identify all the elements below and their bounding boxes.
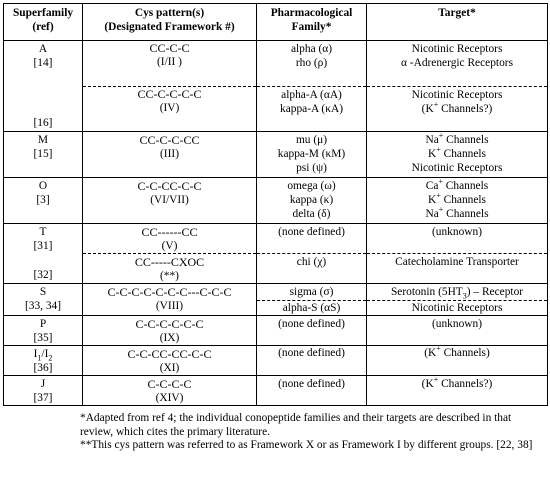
cell-superfamily [4, 41, 83, 87]
superfamily-ref: [15] [33, 148, 53, 160]
cell-superfamily [4, 316, 83, 346]
cell-family [257, 346, 367, 376]
cell-superfamily [4, 376, 83, 406]
framework: (XI) [159, 362, 180, 374]
cys-pattern: C-C-CC-C-C [137, 179, 202, 193]
target-name: (K+ Channels?) [421, 100, 493, 115]
superfamily-ref: [32] [33, 269, 53, 281]
cell-cys [83, 376, 257, 406]
family-name: rho (ρ) [295, 57, 328, 69]
header-text: Family* [291, 21, 332, 33]
superfamily-label: $I_1/I_2$ [33, 348, 53, 363]
target-subcell [367, 284, 547, 300]
superfamily-ref: [37] [33, 392, 53, 404]
cell-family [257, 316, 367, 346]
header-text: Pharmacological [270, 7, 353, 19]
header-pharmacological-family [257, 4, 367, 41]
framework: (IX) [159, 332, 180, 344]
cell-family [257, 254, 367, 284]
superfamily-ref: [35] [33, 332, 53, 344]
cell-cys [83, 224, 257, 254]
table-header-row [4, 4, 548, 41]
target-name: (unknown) [432, 318, 482, 330]
cys-pattern: C-C-CC-CC-C-C [127, 347, 212, 361]
cell-target [367, 41, 548, 87]
target-name: Catecholamine Transporter [395, 256, 519, 268]
cell-superfamily [4, 346, 83, 376]
cell-family [257, 284, 367, 316]
framework: (III) [160, 148, 179, 160]
cell-superfamily [4, 284, 83, 316]
cell-family [257, 376, 367, 406]
cell-family [257, 41, 367, 87]
cell-superfamily [4, 87, 83, 132]
target-name: (K+ Channels?) [421, 375, 493, 390]
cell-cys [83, 254, 257, 284]
cell-target [367, 87, 548, 132]
family-subcell [257, 300, 366, 315]
table-row-s [4, 284, 548, 316]
cell-cys [83, 316, 257, 346]
superfamily-label: M [37, 134, 49, 146]
framework: (IV) [159, 102, 180, 114]
table-footnotes [80, 412, 545, 453]
target-name: Na+ Channels [425, 131, 489, 146]
table-row-a-1 [4, 41, 548, 87]
header-superfamily [4, 4, 83, 41]
target-name: (K+ Channels) [424, 345, 490, 359]
cys-pattern: C-C-C-C-C-C [135, 317, 204, 331]
target-name: Na+ Channels [425, 205, 489, 220]
cell-target [367, 346, 548, 376]
cell-cys [83, 178, 257, 224]
cell-superfamily [4, 132, 83, 178]
table-row-j [4, 376, 548, 406]
family-name: delta (δ) [292, 208, 331, 220]
superfamily-ref: [33, 34] [24, 300, 62, 312]
family-name: (none defined) [278, 318, 345, 330]
cell-cys [83, 132, 257, 178]
superfamily-label: J [40, 378, 46, 390]
cys-pattern: CC-C-C-CC [139, 133, 200, 147]
header-text: (ref) [32, 21, 54, 33]
cell-cys [83, 284, 257, 316]
table-row-o [4, 178, 548, 224]
cell-family [257, 87, 367, 132]
family-name: (none defined) [278, 347, 345, 359]
target-name: Serotonin $(5HT_3)$ – Receptor [390, 286, 524, 301]
family-name: kappa-A (κA) [280, 103, 343, 115]
cell-family [257, 224, 367, 254]
footnote-2: **This cys pattern was referred to as Framework X or as Framework I by different groups. [22, 38] [80, 439, 533, 451]
superfamily-ref: [3] [36, 194, 50, 206]
target-name: Nicotinic Receptors [411, 89, 503, 101]
family-name: chi (χ) [296, 256, 327, 268]
family-subcell [257, 284, 366, 300]
cys-pattern: C-C-C-C [147, 377, 192, 391]
target-name: Nicotinic Receptors [411, 43, 503, 55]
family-name: omega (ω) [287, 180, 336, 192]
table-row-a-2 [4, 87, 548, 132]
superfamily-label: O [38, 180, 48, 192]
cys-pattern: C-C-C-C-C-C-C---C-C-C [107, 285, 232, 299]
header-text: Superfamily [12, 7, 74, 19]
target-name: α -Adrenergic Receptors [400, 57, 514, 69]
framework: (VI/VII) [150, 194, 189, 206]
superfamily-ref: [31] [33, 240, 53, 252]
family-name: alpha-A (αA) [281, 89, 342, 101]
cell-target [367, 376, 548, 406]
target-name: Nicotinic Receptors [411, 302, 503, 314]
target-name: K+ Channels [428, 191, 486, 206]
table-row-p [4, 316, 548, 346]
framework: (**) [160, 270, 179, 282]
target-name: K+ Channels [428, 145, 486, 160]
header-target [367, 4, 548, 41]
superfamily-ref: [16] [33, 117, 53, 129]
family-name: (none defined) [278, 226, 345, 238]
superfamily-ref: [36] [33, 362, 53, 374]
family-name: sigma (σ) [289, 286, 334, 298]
framework: (XIV) [155, 392, 184, 404]
table-row-t-2 [4, 254, 548, 284]
family-name: alpha (α) [290, 43, 333, 55]
cell-family [257, 132, 367, 178]
framework: (VIII) [155, 300, 184, 312]
target-name: Nicotinic Receptors [411, 162, 503, 174]
cell-target [367, 254, 548, 284]
cell-target [367, 284, 548, 316]
family-name: kappa (κ) [289, 194, 334, 206]
family-name: alpha-S (αS) [282, 302, 341, 314]
cell-superfamily [4, 224, 83, 254]
conopeptide-superfamily-table [3, 3, 548, 406]
header-text: (Designated Framework #) [104, 21, 235, 33]
table-row-m [4, 132, 548, 178]
cell-target [367, 316, 548, 346]
superfamily-label: A [38, 43, 48, 55]
family-name: psi (ψ) [296, 162, 327, 174]
cell-superfamily [4, 178, 83, 224]
footnote-1: *Adapted from ref 4; the individual conopeptide families and their targets are described in that review, which cites the primary literature. [80, 412, 512, 438]
header-cys-pattern [83, 4, 257, 41]
superfamily-label: T [39, 226, 47, 238]
framework: (I/II ) [157, 56, 182, 68]
cys-pattern: CC-C-C-C-C [137, 87, 202, 101]
cell-family [257, 178, 367, 224]
family-name: (none defined) [278, 378, 345, 390]
cell-target [367, 224, 548, 254]
table-row-i [4, 346, 548, 376]
superfamily-label: S [39, 286, 47, 298]
header-text: Cys pattern(s) [134, 7, 205, 19]
cys-pattern: CC------CC [141, 225, 198, 239]
family-name: mu (μ) [295, 134, 328, 146]
cell-cys [83, 87, 257, 132]
target-subcell [367, 300, 547, 315]
table-row-t-1 [4, 224, 548, 254]
target-name: (unknown) [432, 226, 482, 238]
cell-superfamily [4, 254, 83, 284]
header-text: Target* [438, 7, 476, 19]
cys-pattern: CC-----CXOC [134, 255, 205, 269]
superfamily-ref: [14] [33, 57, 53, 69]
target-name: Ca+ Channels [425, 177, 489, 192]
cell-cys [83, 41, 257, 87]
cell-target [367, 132, 548, 178]
cell-target [367, 178, 548, 224]
family-name: kappa-M (κM) [277, 148, 346, 160]
cell-cys [83, 346, 257, 376]
cys-pattern: CC-C-C [149, 41, 190, 55]
superfamily-label: P [39, 318, 47, 330]
framework: (V) [161, 240, 178, 252]
